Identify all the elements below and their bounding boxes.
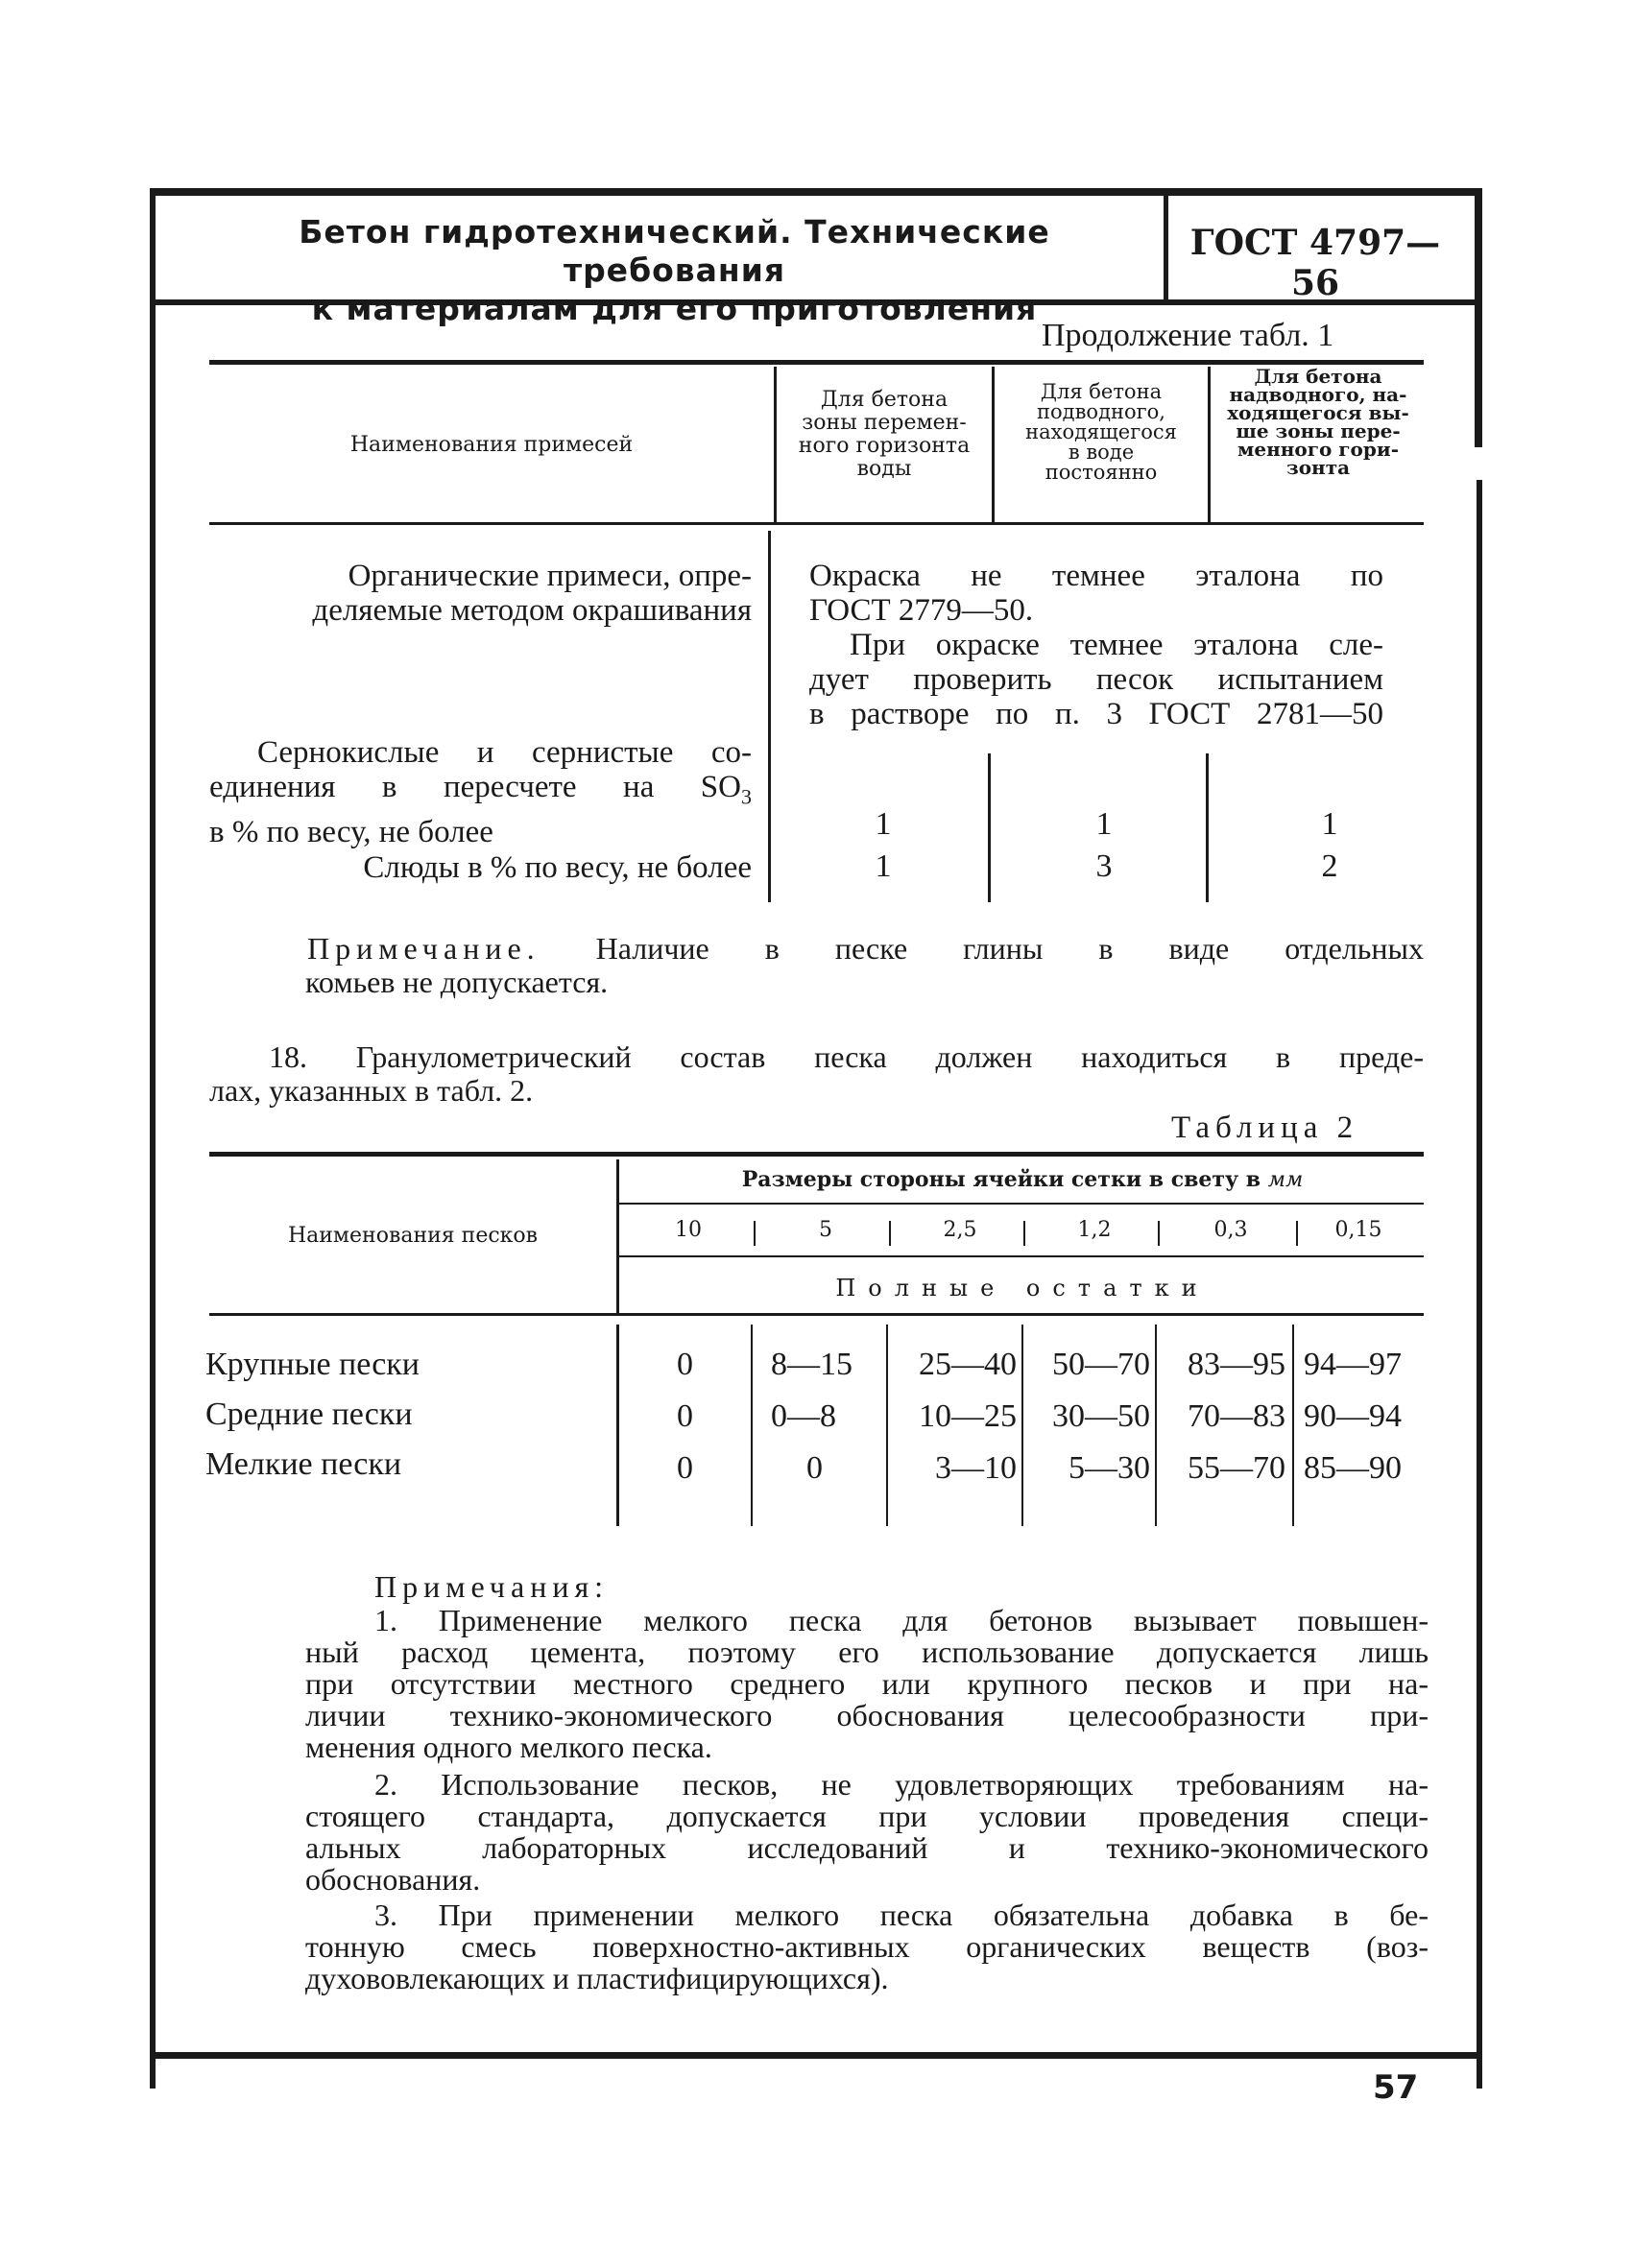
note-line: менения одного мелкого песка. bbox=[305, 1730, 712, 1764]
note-line: стоящего стандарта, допускается при условии проведения специ- bbox=[305, 1799, 1429, 1833]
table2-body-vline bbox=[751, 1325, 753, 1526]
organic-text-line: Окраска не темнее эталона по bbox=[809, 559, 1383, 593]
frame-bottom-rule bbox=[152, 2052, 1480, 2059]
organic-text-line: При окраске темнее эталона сле- bbox=[850, 628, 1383, 662]
table1-note-line2: комьев не допускается. bbox=[305, 965, 609, 999]
sizes-divider bbox=[1296, 1221, 1298, 1246]
medium-5: 0—8 bbox=[771, 1398, 836, 1434]
table2-group-rule bbox=[618, 1203, 1424, 1205]
table1-body-vline-2 bbox=[988, 753, 991, 902]
header-line: воды bbox=[856, 457, 912, 481]
size-10: 10 bbox=[675, 1218, 702, 1242]
table1-caption: Продолжение табл. 1 bbox=[1042, 318, 1334, 353]
mica-value-1: 1 bbox=[875, 848, 892, 884]
sand-name-fine: Мелкие пески bbox=[205, 1446, 402, 1482]
sulfur-name bbox=[209, 735, 752, 849]
header-line: надводного, на- bbox=[1229, 383, 1407, 406]
table2-top-rule bbox=[209, 1152, 1424, 1157]
organic-text bbox=[809, 559, 1383, 731]
coarse-0-15: 94—97 bbox=[1304, 1347, 1402, 1382]
table2-caption: Таблица 2 bbox=[1171, 1110, 1359, 1145]
sulfur-text: единения в пересчете на SO bbox=[209, 770, 741, 804]
fine-0-3: 55—70 bbox=[1188, 1450, 1285, 1486]
table1-body-vline-left bbox=[768, 531, 771, 902]
frame-left-rule bbox=[150, 188, 156, 2089]
sulfur-value-3: 1 bbox=[1321, 806, 1338, 842]
frame-top-rule bbox=[152, 188, 1480, 196]
note-2 bbox=[305, 1769, 1429, 1896]
header-line: в воде bbox=[1068, 441, 1135, 464]
mica-name: Слюды в % по весу, не более bbox=[363, 850, 752, 885]
header-line: Для бетона bbox=[1254, 365, 1382, 388]
medium-0-3: 70—83 bbox=[1188, 1398, 1285, 1434]
sulfur-value-1: 1 bbox=[875, 806, 892, 842]
header-divider bbox=[1164, 196, 1168, 299]
frame-right-rule-lower bbox=[1477, 480, 1482, 2089]
document-title bbox=[192, 213, 1157, 328]
medium-1-2: 30—50 bbox=[1052, 1398, 1150, 1434]
table1-header-rule bbox=[209, 522, 1424, 525]
note-label: Примечание. bbox=[307, 931, 540, 966]
mica-value-2: 3 bbox=[1095, 848, 1113, 884]
note-line: 2. Использование песков, не удовлетворяющих требованиям на- bbox=[374, 1767, 1429, 1802]
table1-top-rule bbox=[209, 360, 1424, 365]
note-line bbox=[307, 931, 1424, 966]
note-line: 1. Применение мелкого песка для бетонов вызывает повышен- bbox=[374, 1603, 1429, 1637]
table1-note bbox=[307, 931, 1424, 966]
row-name-line: деляемые методом окрашивания bbox=[312, 593, 752, 628]
note-line: личии технико-экономического обоснования целесообразности при- bbox=[305, 1698, 1429, 1732]
fine-10: 0 bbox=[677, 1450, 693, 1486]
table1-header-name: Наименования примесей bbox=[349, 433, 634, 457]
note-line: альных лабораторных исследований и технико-экономического bbox=[305, 1830, 1429, 1865]
header-line: ного горизонта bbox=[798, 434, 971, 458]
fine-0-15: 85—90 bbox=[1304, 1450, 1402, 1486]
table1-header-col1 bbox=[778, 389, 991, 481]
table2-name-header: Наименования песков bbox=[287, 1224, 539, 1248]
header-line: Для бетона bbox=[1040, 380, 1163, 403]
frame-right-rule bbox=[1475, 188, 1482, 447]
sulfur-value-2: 1 bbox=[1095, 806, 1113, 842]
header-line: ходящегося вы- bbox=[1227, 401, 1409, 424]
header-line: находящегося bbox=[1025, 420, 1177, 443]
header-line: постоянно bbox=[1045, 461, 1158, 484]
row-name-line: в % по весу, не более bbox=[209, 814, 493, 849]
note-3 bbox=[305, 1899, 1429, 1994]
coarse-10: 0 bbox=[677, 1347, 693, 1382]
note-text: Наличие в песке глины в виде отдельных bbox=[540, 931, 1424, 966]
sizes-divider bbox=[1023, 1221, 1025, 1246]
title-line-1: Бетон гидротехнический. Технические требования bbox=[299, 213, 1050, 289]
table1-body-vline-3 bbox=[1206, 753, 1209, 902]
size-0-3: 0,3 bbox=[1213, 1218, 1248, 1242]
para18-line1: 18. Гранулометрический состав песка должен находиться в преде- bbox=[269, 1039, 1424, 1074]
organic-text-line: ГОСТ 2779—50. bbox=[809, 593, 1034, 628]
table1-vline-3 bbox=[1208, 367, 1211, 522]
sizes-divider bbox=[754, 1221, 756, 1246]
organic-text-line: дует проверить песок испытанием bbox=[809, 662, 1383, 697]
para18-line2: лах, указанных в табл. 2. bbox=[209, 1073, 534, 1108]
table2-header-rule bbox=[209, 1313, 1424, 1316]
note-line: обоснования. bbox=[305, 1862, 481, 1897]
fine-1-2: 5—30 bbox=[1069, 1450, 1150, 1486]
header-line: подводного, bbox=[1037, 400, 1165, 423]
header-line: зоны перемен- bbox=[802, 411, 967, 435]
table2-header-vline bbox=[616, 1159, 619, 1313]
row-name-line: Органические примеси, опре- bbox=[348, 559, 752, 593]
group-header-text: Размеры стороны ячейки сетки в свету в bbox=[741, 1167, 1268, 1192]
note-line: духововлекающих и пластифицирующихся). bbox=[305, 1961, 889, 1995]
table1-header-col3 bbox=[1212, 365, 1425, 479]
coarse-0-3: 83—95 bbox=[1188, 1347, 1285, 1382]
size-0-15: 0,15 bbox=[1334, 1218, 1382, 1242]
fine-5: 0 bbox=[806, 1450, 823, 1486]
organic-name bbox=[209, 559, 752, 628]
medium-0-15: 90—94 bbox=[1304, 1398, 1402, 1434]
note-line: 3. При применении мелкого песка обязательна добавка в бе- bbox=[374, 1898, 1429, 1932]
page-number: 57 bbox=[1373, 2068, 1419, 2107]
table2-body-vline bbox=[1292, 1325, 1294, 1526]
subscript: 3 bbox=[741, 784, 752, 809]
sand-name-coarse: Крупные пески bbox=[205, 1347, 420, 1382]
coarse-1-2: 50—70 bbox=[1052, 1347, 1150, 1382]
note-1 bbox=[305, 1605, 1429, 1763]
organic-text-line: в растворе по п. 3 ГОСТ 2781—50 bbox=[809, 697, 1383, 731]
size-1-2: 1,2 bbox=[1077, 1218, 1112, 1242]
size-5: 5 bbox=[819, 1218, 832, 1242]
fine-2-5: 3—10 bbox=[935, 1450, 1017, 1486]
size-2-5: 2,5 bbox=[943, 1218, 977, 1242]
note-line: при отсутствии местного среднего или крупного песков и при на- bbox=[305, 1666, 1429, 1701]
coarse-5: 8—15 bbox=[771, 1347, 853, 1382]
table2-sizes-rule bbox=[618, 1255, 1424, 1257]
note-line: тонную смесь поверхностно-активных органических веществ (воз- bbox=[305, 1929, 1429, 1964]
unit-label: мм bbox=[1267, 1168, 1304, 1192]
coarse-2-5: 25—40 bbox=[919, 1347, 1017, 1382]
medium-2-5: 10—25 bbox=[919, 1398, 1017, 1434]
standard-code: ГОСТ 4797—56 bbox=[1189, 223, 1441, 303]
residues-header: Полные остатки bbox=[835, 1275, 1210, 1301]
title-line-2: к материалам для его приготовления bbox=[311, 290, 1038, 327]
row-name-line: Сернокислые и сернистые со- bbox=[257, 735, 752, 770]
header-line: Для бетона bbox=[820, 388, 949, 412]
note-line: ный расход цемента, поэтому его использование допускается лишь bbox=[305, 1635, 1429, 1669]
table2-group-header bbox=[624, 1168, 1421, 1192]
header-line: зонта bbox=[1285, 456, 1351, 479]
sizes-divider bbox=[889, 1221, 891, 1246]
mica-value-3: 2 bbox=[1321, 848, 1338, 884]
sizes-divider bbox=[1158, 1221, 1160, 1246]
sand-name-medium: Средние пески bbox=[205, 1397, 413, 1432]
row-name-line bbox=[209, 770, 752, 815]
medium-10: 0 bbox=[677, 1398, 693, 1434]
header-line: менного гори- bbox=[1237, 438, 1399, 461]
notes-title: Примечания: bbox=[374, 1569, 610, 1604]
table1-header-col2 bbox=[995, 382, 1208, 483]
table1-vline-1 bbox=[774, 367, 777, 522]
header-line: ше зоны пере- bbox=[1236, 419, 1401, 442]
